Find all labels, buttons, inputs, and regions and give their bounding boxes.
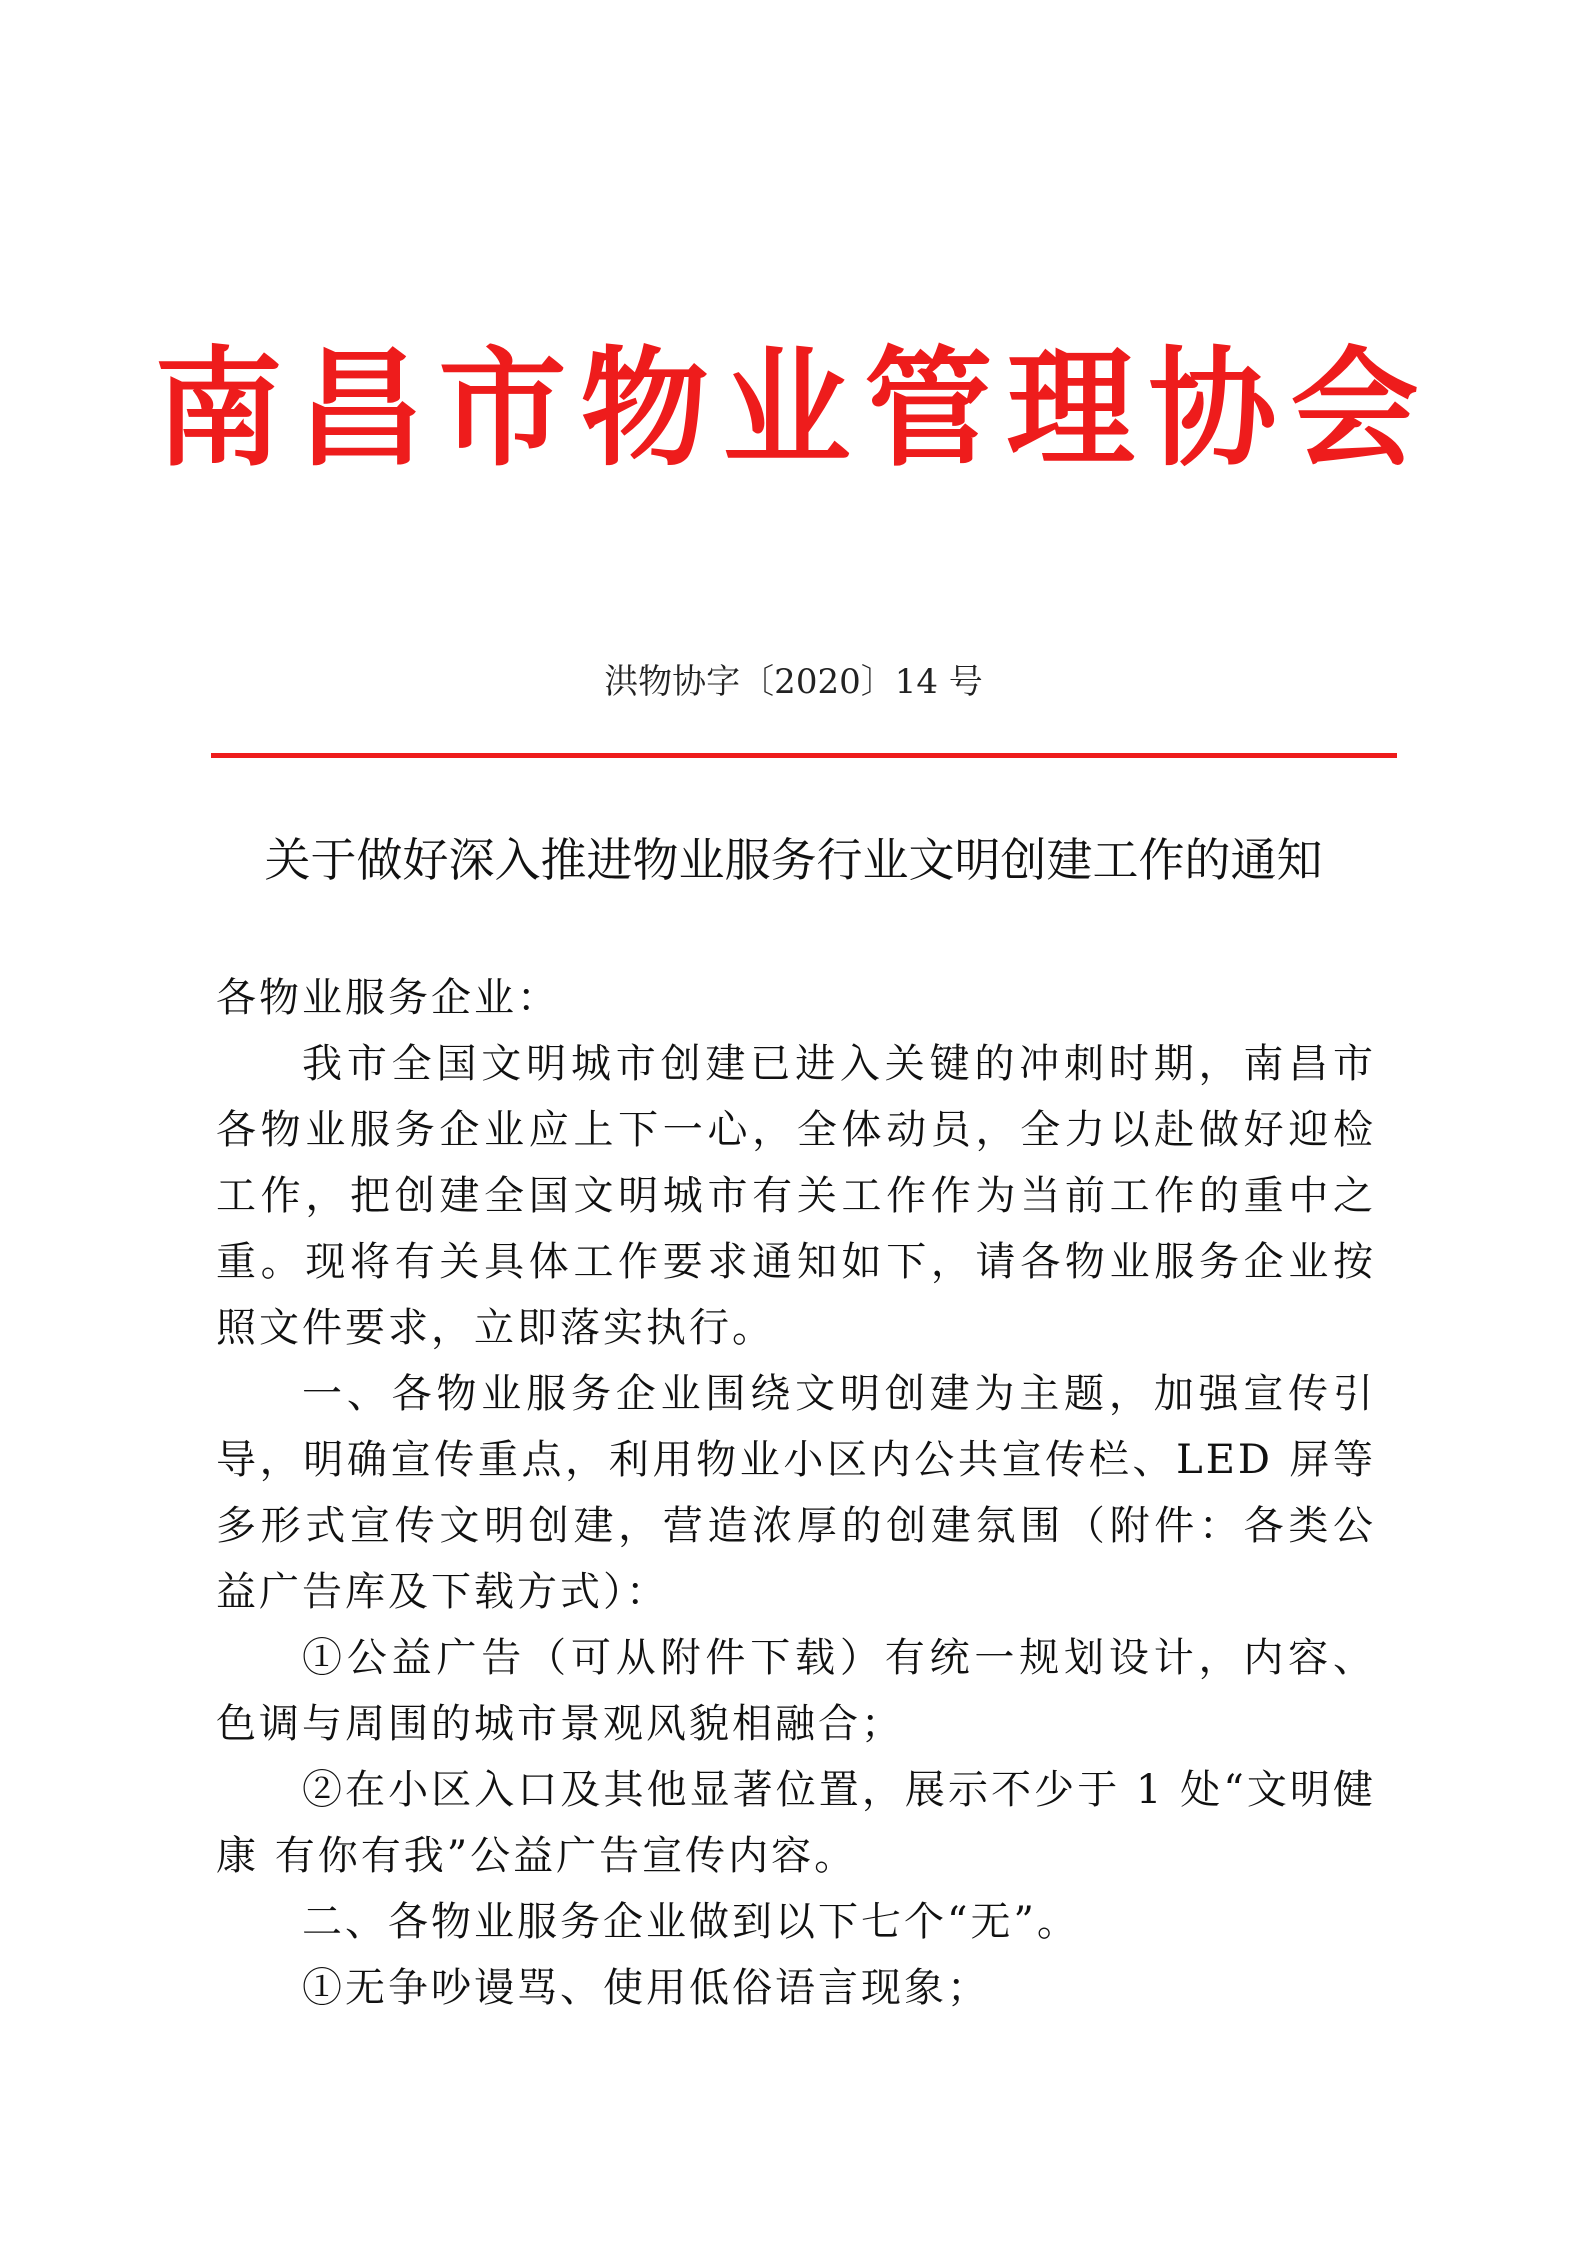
organization-title: 南昌市物业管理协会 [154, 335, 1433, 484]
paragraph-item-one: ①公益广告（可从附件下载）有统一规划设计，内容、色调与周围的城市景观风貌相融合； [216, 1635, 1376, 1747]
notice-body [216, 965, 1376, 2021]
paragraph-section-one: 一、各物业服务企业围绕文明创建为主题，加强宣传引导，明确宣传重点，利用物业小区内公共宣传栏、LED 屏等多形式宣传文明创建，营造浓厚的创建氛围（附件：各类公益广告库及下载方式）： [216, 1371, 1376, 1615]
paragraph-section-two: 二、各物业服务企业做到以下七个“无”。 [302, 1899, 1080, 1945]
document-number: 洪物协字〔2020〕14 号 [604, 662, 983, 702]
salutation: 各物业服务企业： [216, 975, 560, 1021]
paragraph-intro: 我市全国文明城市创建已进入关键的冲刺时期，南昌市各物业服务企业应上下一心，全体动员，全力以赴做好迎检工作，把创建全国文明城市有关工作作为当前工作的重中之重。现将有关具体工作要求通知如下，请各物业服务企业按照文件要求，立即落实执行。 [216, 1041, 1376, 1351]
red-divider-line [211, 753, 1397, 758]
notice-title: 关于做好深入推进物业服务行业文明创建工作的通知 [264, 833, 1323, 887]
paragraph-item-two: ②在小区入口及其他显著位置，展示不少于 1 处“文明健康 有你有我”公益广告宣传内容。 [216, 1767, 1376, 1879]
paragraph-section-two-item-one: ①无争吵谩骂、使用低俗语言现象； [302, 1965, 990, 2011]
